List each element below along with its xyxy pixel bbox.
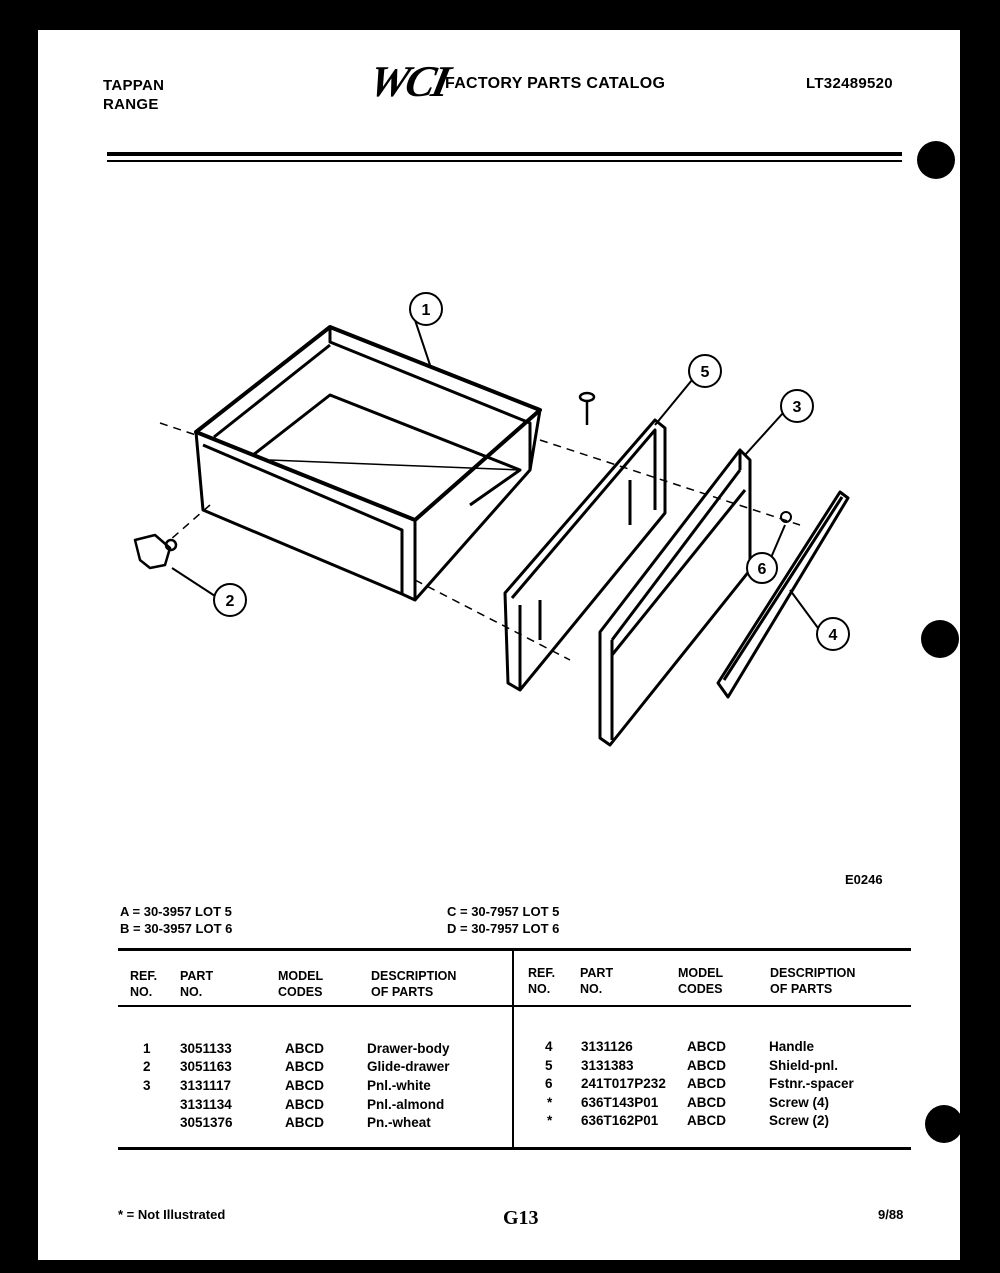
svg-text:2: 2 (225, 593, 235, 610)
callout-1 (410, 293, 442, 325)
table-top-rule (118, 948, 911, 951)
header-ref-left: REF. NO. (130, 969, 158, 999)
header-part-right: PART NO. (580, 966, 614, 996)
not-illustrated-note: * = Not Illustrated (118, 1207, 226, 1222)
page-number: G13 (503, 1207, 539, 1229)
catalog-number: LT32489520 (806, 75, 893, 92)
header-model-left: MODEL CODES (278, 969, 324, 999)
model-b: B = 30-3957 LOT 6 (120, 921, 233, 936)
header-ref-right: REF. NO. (528, 966, 556, 996)
callout-6 (747, 553, 777, 583)
header-desc-right: DESCRIPTION OF PARTS (770, 966, 856, 996)
model-a: A = 30-3957 LOT 5 (120, 904, 232, 919)
model-d: D = 30-7957 LOT 6 (447, 921, 560, 936)
svg-text:4: 4 (828, 627, 838, 644)
svg-text:6: 6 (757, 561, 767, 578)
drawer-body-drawing (196, 327, 540, 600)
screw-drawing (580, 393, 594, 425)
callout-2 (214, 584, 246, 616)
table-header-rule (118, 1005, 911, 1007)
diagram-code: E0246 (845, 872, 883, 887)
svg-text:3: 3 (792, 399, 802, 416)
callout-3 (781, 390, 813, 422)
front-panel-drawing (600, 450, 750, 745)
handle-drawing (718, 492, 848, 697)
svg-text:1: 1 (421, 302, 431, 319)
header-desc-left: DESCRIPTION OF PARTS (371, 969, 457, 999)
callout-4 (817, 618, 849, 650)
glide-drawing (135, 535, 176, 568)
svg-text:5: 5 (700, 364, 710, 381)
callout-5 (689, 355, 721, 387)
header-model-right: MODEL CODES (678, 966, 724, 996)
brand-line-2: RANGE (103, 96, 159, 113)
revision-date: 9/88 (878, 1207, 904, 1222)
table-column-divider (512, 951, 514, 1149)
table-bottom-rule (118, 1147, 911, 1150)
catalog-title: FACTORY PARTS CATALOG (445, 75, 666, 92)
model-c: C = 30-7957 LOT 5 (447, 904, 560, 919)
wci-logo: WCI (364, 57, 452, 106)
header-part-left: PART NO. (180, 969, 214, 999)
brand-line-1: TAPPAN (103, 77, 165, 94)
